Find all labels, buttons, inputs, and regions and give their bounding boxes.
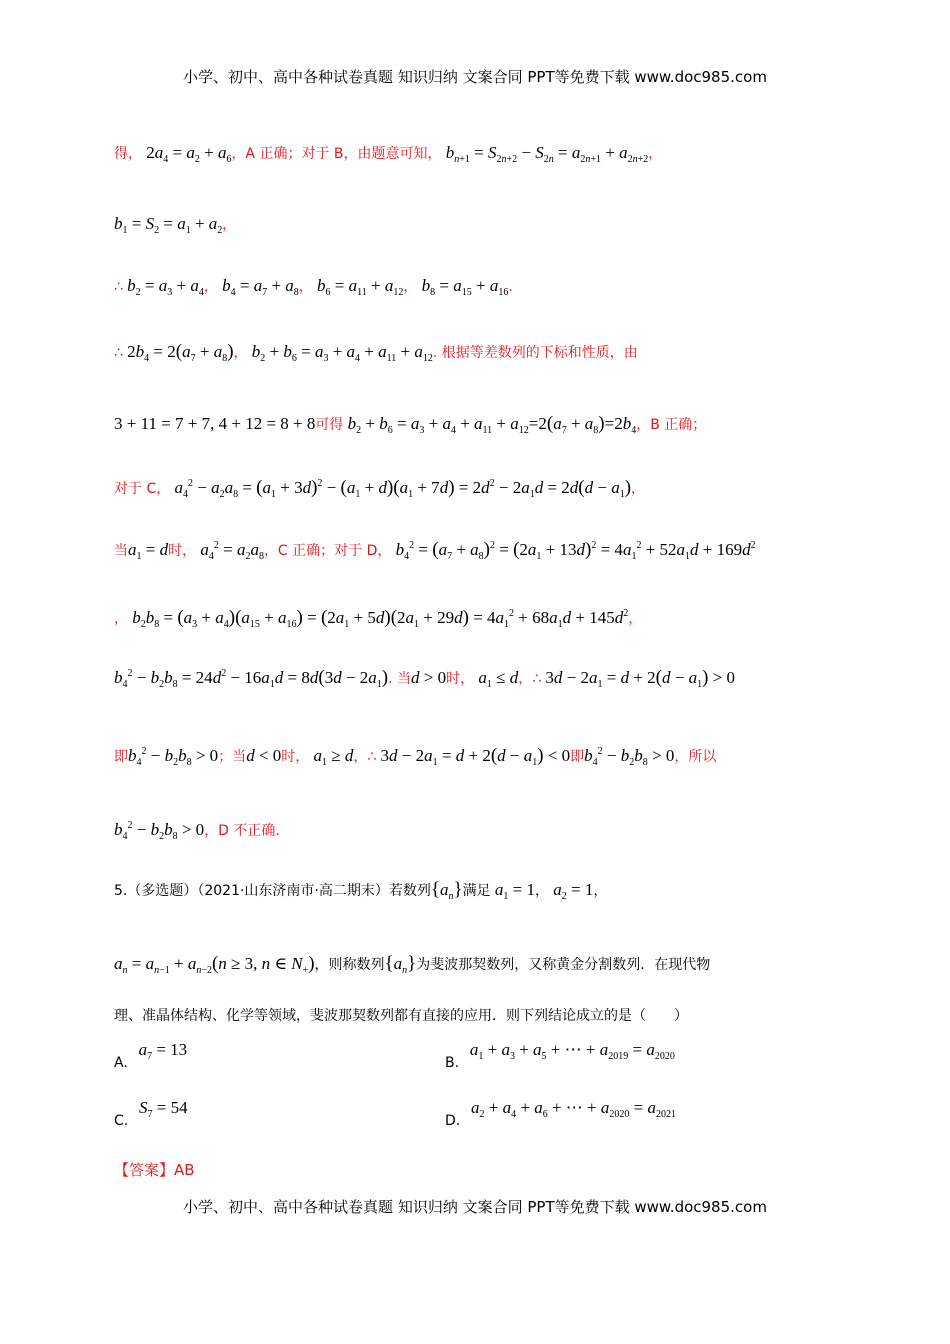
question-prefix: 5.（多选题）（2021·山东济南市·高二期末）若数列	[114, 883, 431, 899]
option-d: D. $a_2 + a_4 + a_6$ + ⋯ + $a_{2020} = a_{2021}$	[445, 1098, 676, 1129]
solution-line-2: $b_1 = S_2 = a_1 + a_2$，	[114, 214, 237, 236]
solution-line-7: 当$a_1 = d$时， $a_4^2 = a_2a_8$，C 正确；对于 D， $b_4^2 = (a_7 + a_8)^2 = (2a_1 + 13d)^2 = 4a_1^2 + 52a_1d + 169d^2$	[114, 539, 756, 562]
question-line-3: 理、准晶体结构、化学等领域，斐波那契数列都有直接的应用．则下列结论成立的是（ ）	[114, 1008, 688, 1024]
solution-line-5: 3 + 11 = 7 + 7, 4 + 12 = 8 + 8可得 $b_2 + b_6 = a_3 + a_4 + a_{11} + a_{12}=2(a_7 + a_8)=2b_4$，B 正确；	[114, 413, 707, 436]
page-header: 小学、初中、高中各种试卷真题 知识归纳 文案合同 PPT等免费下载 www.doc985.com	[183, 68, 767, 86]
solution-line-10: 即$b_4^2 - b_2b_8 > 0$；当d < 0时， $a_1 \ge d$，∴ $3d - 2a_1 = d + 2(d - a_1) < 0$即$b_4^2 - b_2b_8 > 0$，所以	[114, 745, 717, 768]
question-line-2: $a_n = a_{n-1} + a_{n-2}(n \ge 3$, n ∈ $N_+$)，则称数列$\{a_n\}$为斐波那契数列，又称黄金分割数列．在现代物	[114, 953, 711, 976]
question-line-1: 5.（多选题）（2021·山东济南市·高二期末）若数列$\{a_n\}$满足 $a_1 = 1$， $a_2 = 1$，	[114, 879, 608, 902]
option-b: B. $a_1 + a_3 + a_5$ + ⋯ + $a_{2019} = a_{2020}$	[445, 1040, 675, 1071]
page-footer: 小学、初中、高中各种试卷真题 知识归纳 文案合同 PPT等免费下载 www.doc985.com	[183, 1198, 767, 1216]
solution-line-9: $b_4^2 - b_2b_8 = 24d^2 - 16a_1d = 8d(3d - 2a_1)$. 当d > 0时， $a_1 \le d$，∴ $3d - 2a_1 = d + 2(d - a_1) > 0$	[114, 667, 736, 690]
answer: 【答案】AB	[114, 1161, 195, 1179]
solution-line-11: $b_4^2 - b_2b_8 > 0$，D 不正确.	[114, 820, 280, 842]
solution-line-6: 对于 C， $a_4^2 - a_2a_8 = (a_1 + 3d)^2 - (a_1 + d)(a_1 + 7d) = 2d^2 - 2a_1d = 2d(d - a_1)$，	[114, 477, 646, 500]
option-c: C. $S_7 = 54$	[114, 1098, 188, 1129]
option-a: A. $a_7 = 13$	[114, 1040, 188, 1071]
solution-line-1: 得， $2a_4 = a_2 + a_6$，A 正确；对于 B，由题意可知， $b_{n+1} = S_{2n+2} - S_{2n} = a_{2n+1} + a_{2n+2}$，	[114, 143, 663, 165]
solution-line-3: ∴ $b_2 = a_3 + a_4$， $b_4 = a_7 + a_8$， $b_6 = a_{11} + a_{12}$， $b_8 = a_{15} + a_{16}$.	[114, 276, 513, 298]
solution-line-8: ， $b_2b_8 = (a_3 + a_4)(a_{15} + a_{16}) = (2a_1 + 5d)(2a_1 + 29d) = 4a_1^2 + 68a_1d + 145d^2$，	[114, 607, 643, 630]
solution-line-4: ∴ $2b_4 = 2(a_7 + a_8)$， $b_2 + b_6 = a_3 + a_4 + a_{11} + a_{12}$. 根据等差数列的下标和性质，由	[114, 341, 638, 364]
